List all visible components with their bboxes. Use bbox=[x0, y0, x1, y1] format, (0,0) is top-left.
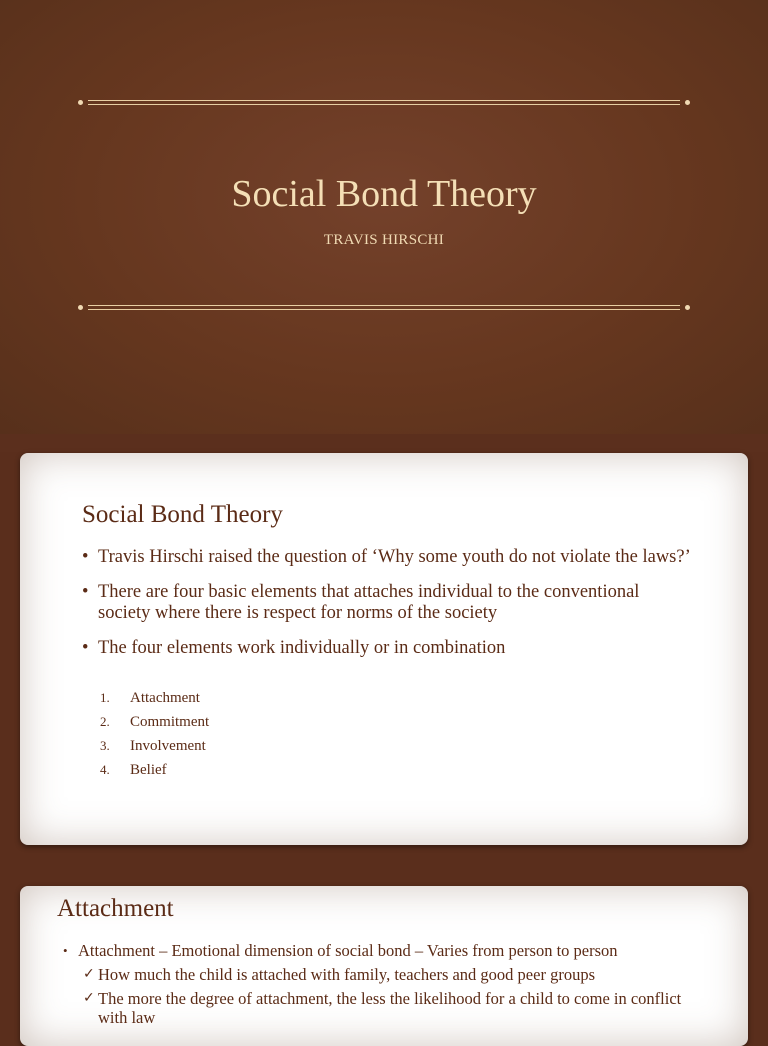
rule-line bbox=[88, 104, 680, 105]
bullet-icon: • bbox=[63, 943, 68, 958]
rule-line bbox=[88, 309, 680, 310]
item-number: 1. bbox=[100, 690, 110, 705]
slide-separator bbox=[0, 434, 768, 452]
bullet-list bbox=[60, 940, 700, 1032]
check-text: The more the degree of attachment, the less the likelihood for a child to come in conflict with law bbox=[98, 989, 682, 1027]
bullet-icon: • bbox=[82, 582, 89, 602]
list-item bbox=[82, 638, 692, 659]
item-label: Commitment bbox=[130, 714, 210, 730]
bullet-icon: • bbox=[82, 638, 89, 658]
list-item bbox=[82, 547, 692, 568]
rule-dot-left bbox=[78, 305, 83, 310]
bullet-text: The four elements work individually or in combination bbox=[98, 638, 506, 658]
rule-dot-left bbox=[78, 100, 83, 105]
rule-dot-right bbox=[685, 100, 690, 105]
bullet-list bbox=[82, 547, 692, 673]
item-label: Involvement bbox=[130, 738, 206, 754]
list-item bbox=[100, 758, 209, 782]
item-label: Belief bbox=[130, 762, 167, 778]
item-number: 3. bbox=[100, 738, 110, 753]
list-item bbox=[60, 940, 700, 962]
list-item bbox=[100, 686, 209, 710]
rule-line bbox=[88, 100, 680, 101]
slide-subtitle-author: TRAVIS HIRSCHI bbox=[323, 232, 445, 248]
list-item bbox=[100, 710, 209, 734]
title-slide bbox=[0, 0, 768, 434]
elements-list bbox=[100, 686, 209, 782]
slide-title: Social Bond Theory bbox=[231, 173, 537, 215]
rule-dot-right bbox=[685, 305, 690, 310]
slide-heading: Social Bond Theory bbox=[82, 501, 283, 528]
item-number: 2. bbox=[100, 714, 110, 729]
rule-line bbox=[88, 305, 680, 306]
bullet-icon: • bbox=[82, 547, 89, 567]
list-item bbox=[60, 989, 700, 1027]
item-number: 4. bbox=[100, 762, 110, 777]
check-icon: ✓ bbox=[83, 990, 95, 1006]
bullet-text: Attachment – Emotional dimension of social bond – Varies from person to person bbox=[78, 941, 618, 960]
list-item bbox=[60, 965, 700, 984]
item-label: Attachment bbox=[130, 690, 200, 706]
check-icon: ✓ bbox=[83, 966, 95, 982]
bullet-text: Travis Hirschi raised the question of ‘Why some youth do not violate the laws?’ bbox=[98, 547, 691, 567]
slide-heading: Attachment bbox=[57, 895, 174, 922]
check-text: How much the child is attached with family, teachers and good peer groups bbox=[98, 965, 595, 984]
bullet-text: There are four basic elements that attaches individual to the conventional society where there is respect for norms of the society bbox=[98, 582, 640, 623]
list-item bbox=[100, 734, 209, 758]
slide-social-bond-theory bbox=[20, 453, 748, 845]
bottom-decorative-rule bbox=[78, 303, 690, 313]
list-item bbox=[82, 582, 692, 624]
top-decorative-rule bbox=[78, 98, 690, 108]
slide-attachment bbox=[20, 886, 748, 1046]
